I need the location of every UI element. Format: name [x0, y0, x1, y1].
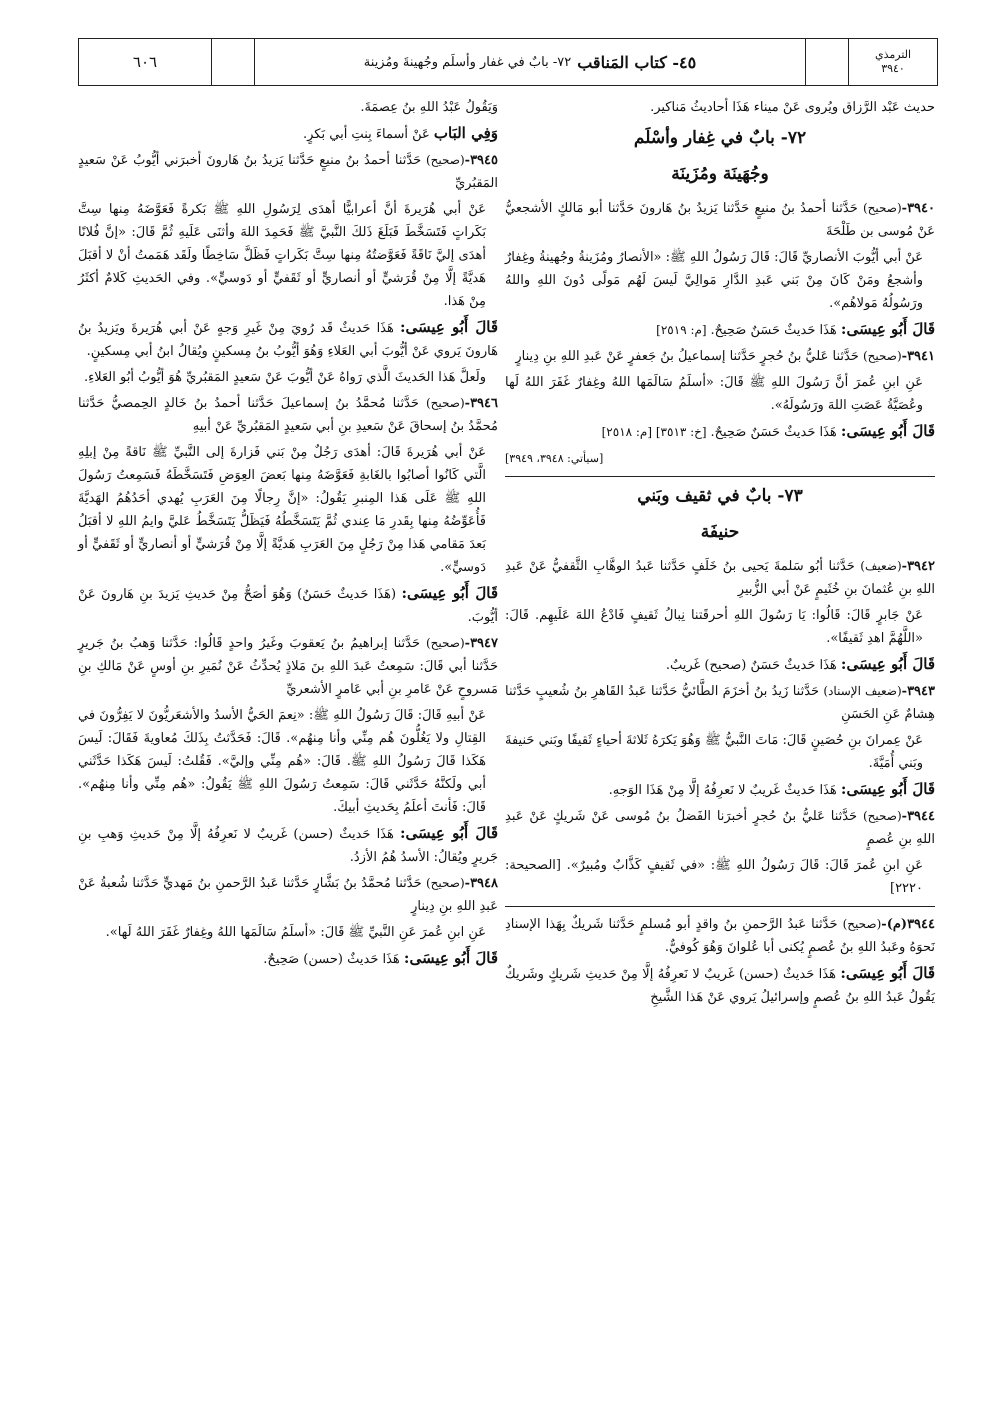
hadith-dash: -	[464, 636, 471, 651]
chapter-heading: وجُهَينَة ومُزَينَة	[671, 164, 769, 184]
comment-label: قَالَ أَبُو عِيسَى:	[840, 780, 935, 798]
hadith-text: وَيَقُولُ عَبْدُ اللهِ بنُ عِصمَةَ.	[360, 100, 498, 115]
hadith-number: ٣٩٤٧	[470, 636, 498, 651]
hadith-isnad: حَدَّثنا أحمدُ بنُ منيعٍ حَدَّثنا يَزيدُ بنُ هَارونَ حَدَّثنا أبو مَالكٍ الأشجعيُّ عَنْ مُوسى بن طَلْحَةَ	[505, 201, 935, 239]
page-number: ٦٠٦	[132, 53, 158, 71]
comment-text: (هَذَا حَديثٌ حَسَنٌ) وَهُوَ أصَحُّ مِنْ حَديثِ يَزيدَ بنِ هَارونَ عَنْ أيُّوبَ.	[78, 587, 498, 625]
comment-text: هَذَا حَديثٌ (حسن) غَريبٌ لا نَعرِفُهُ إلَّا مِنْ حَديثِ وَهبِ بنِ جَريرٍ ويُقالُ: الأسدُ هُمُ الأزدُ.	[78, 827, 498, 865]
hadith-text: عَنْ أبي أيُّوبَ الأنصاريِّ قَالَ: قَالَ رَسُولُ اللهِ ﷺ: «الأنصارُ ومُزَينةُ وجُهينةُ وغِفارٌ وأشجعُ ومَنْ كَانَ مِنْ بَني عَبدِ الدَّارِ مَوالِيَّ لَيسَ لَهُم مَولًى دُونَ اللهِ واللهُ ورَسُولُهُ مَولاهُم».	[505, 250, 923, 311]
comment-text: هَذَا حَديثٌ حَسَنٌ (صحيح) غَريبٌ.	[665, 658, 841, 673]
hadith-entry	[505, 680, 935, 726]
hadith-dash: -	[464, 876, 471, 891]
comment-label: قَالَ أَبُو عِيسَى:	[399, 824, 498, 842]
hadith-entry	[505, 555, 935, 601]
hadith-text: عَنْ أبيهِ قَالَ: قَالَ رَسُولُ اللهِ ﷺ: «نِعمَ الحَيُّ الأسدُ والأشعَريُّونَ لا يَفِرُّونَ في القِتالِ ولا يَغُلُّونَ هُم مِنِّي وأنا مِنهُم». قَالَ: فَحَدَّثتُ بِذَلكَ مُعاويةَ فَقَالَ: لَيسَ هَكَذا قَالَ رَسُولُ اللهِ ﷺ. قَالَ: «هُم مِنِّي وإليَّ». فَقُلتُ: لَيسَ هَكَذا حَدَّثَني أبي ولَكنَّهُ حَدَّثَني قَالَ: سَمِعتُ رَسُولَ اللهِ ﷺ يَقُولُ: «هُم مِنِّي وأنا مِنهُم». قَالَ: فَأنتَ أعلَمُ بِحَديثِ أبيكَ.	[78, 708, 486, 815]
hadith-entry	[505, 345, 935, 368]
header-spacer	[805, 39, 848, 85]
comment-label: قَالَ أَبُو عِيسَى:	[840, 964, 935, 982]
hadith-text: حديث عَبْد الرَّزاق ويُروى عَنْ ميناء هَذَا أحاديثُ مَناكير.	[650, 100, 935, 115]
hadith-entry	[78, 872, 498, 918]
comment-label: قَالَ أَبُو عِيسَى:	[399, 318, 498, 336]
hadith-entry	[505, 197, 935, 243]
tirmidhi-comment	[505, 420, 935, 444]
header-title	[254, 39, 805, 85]
comment-text: هَذَا حَديثٌ قَد رُويَ مِنْ غَيرِ وَجهٍ عَنْ أبي هُرَيرةَ ويَزيدُ بنُ هَارونَ يَروي عَنْ أيُّوبَ أبي العَلاءِ وَهُوَ أيُّوبُ بنُ مِسكينٍ ويُقالُ ابنُ أبي مِسكينٍ.	[78, 321, 498, 359]
hadith-grade: (صحيح)	[425, 636, 465, 650]
header-book-name: الترمذي	[874, 48, 912, 61]
hadith-grade: (صحيح)	[425, 396, 465, 410]
header-book-title: ٤٥- كتاب المَناقب	[577, 52, 697, 72]
divider	[505, 476, 935, 477]
hadith-text: ولَعلَّ هَذا الحَديثَ الَّذي رَواهُ عَنْ أيُّوبَ عَنْ سَعيدٍ المَقبُريِّ هُوَ أيُّوبُ أبُو العَلاءِ.	[84, 370, 486, 385]
tirmidhi-comment	[78, 947, 498, 971]
hadith-number: ٣٩٤٤(م)	[886, 917, 935, 932]
hadith-number: ٣٩٤٣	[907, 684, 935, 699]
hadith-dash: -	[901, 349, 908, 364]
hadith-number: ٣٩٤٠	[907, 201, 935, 216]
tirmidhi-comment	[505, 318, 935, 342]
hadith-number: ٣٩٤٢	[907, 559, 935, 574]
source-reference: [م: ٢٥١٩]	[656, 323, 711, 337]
hadith-isnad: حَدَّثنا زَيدُ بنُ أخزَمَ الطَّائيُّ حَدَّثنا عَبدُ القَاهرِ بنُ شُعيبٍ حَدَّثنا هِشامٌ عَنِ الحَسَنِ	[505, 684, 935, 722]
header-hadith-range: ٣٩٤٠	[881, 62, 905, 75]
hadith-isnad: حَدَّثنا عَليُّ بنُ حُجرٍ حَدَّثنا إسماعيلُ بنُ جَعفرٍ عَنْ عَبدِ اللهِ بنِ دِينارٍ	[515, 349, 863, 364]
right-column	[505, 96, 935, 1012]
tirmidhi-comment	[505, 653, 935, 677]
hadith-entry	[78, 149, 498, 195]
hadith-grade: (صحيح)	[862, 201, 902, 215]
comment-label: قَالَ أَبُو عِيسَى:	[401, 584, 498, 602]
tirmidhi-comment	[78, 822, 498, 869]
hadith-number: ٣٩٤٤	[907, 809, 935, 824]
hadith-text: عَنْ جَابرٍ قَالَ: قَالُوا: يَا رَسُولَ اللهِ أحرقَتنا نِبالُ ثَقيفٍ فَادْعُ اللهَ عَلَيهِم. قَالَ: «اللَّهُمَّ اهدِ ثَقيفًا».	[505, 608, 923, 646]
tirmidhi-comment	[78, 122, 498, 146]
comment-label: قَالَ أَبُو عِيسَى:	[840, 320, 935, 338]
header-book-box	[848, 39, 937, 85]
hadith-dash: -	[901, 201, 908, 216]
comment-text: هَذَا حَديثٌ غَريبٌ لا نَعرِفُهُ إلَّا مِنْ هَذَا الوَجهِ.	[608, 783, 841, 798]
hadith-text: عَنْ عِمرانَ بنِ حُصَينٍ قَالَ: مَاتَ النَّبيُّ ﷺ وَهُوَ يَكرَهُ ثَلاثةَ أحياءٍ ثَقيفًا وبَني حَنيفةَ وبَني أُمَيَّةَ.	[505, 733, 923, 771]
cross-reference-note: [سيأتي: ٣٩٤٨، ٣٩٤٩]	[505, 452, 604, 465]
divider	[505, 906, 935, 907]
left-column	[78, 96, 498, 974]
hadith-grade: (ضعيف الإسناد)	[823, 684, 902, 698]
hadith-grade: (صحيح)	[862, 809, 902, 823]
comment-label: قَالَ أَبُو عِيسَى:	[403, 949, 498, 967]
hadith-dash: -	[881, 917, 887, 932]
source-reference: [خ: ٣٥١٣] [م: ٢٥١٨]	[601, 425, 711, 439]
hadith-isnad: حَدَّثنا مُحمَّدُ بنُ إسماعيلَ حَدَّثنا أحمدُ بنُ خَالدٍ الحِمصيُّ حَدَّثنا مُحمَّدُ بنُ إسحاقَ عَنْ سَعيدِ بنِ أبي سَعيدٍ المَقبُريِّ عَنْ أبيهِ	[78, 396, 498, 434]
hadith-text: عَنِ ابنِ عُمرَ قَالَ: قَالَ رَسُولُ اللهِ ﷺ: «في ثَقيفٍ كَذَّابٌ ومُبيرٌ». [الصحيحة: ٢٢٢٠]	[505, 858, 923, 896]
tirmidhi-comment	[78, 582, 498, 629]
hadith-grade: (صحيح)	[425, 876, 465, 890]
hadith-isnad: حَدَّثنا مُحمَّدُ بنُ بَشَّارٍ حَدَّثنا عَبدُ الرَّحمنِ بنُ مَهديٍّ حَدَّثنا شُعبةُ عَنْ عَبدِ اللهِ بنِ دِينارٍ	[78, 876, 498, 914]
comment-label: قَالَ أَبُو عِيسَى:	[840, 655, 935, 673]
hadith-entry	[78, 632, 498, 701]
hadith-grade: (ضعيف)	[860, 559, 902, 573]
chapter-heading: ٧٢- بابٌ في غِفار وأسْلَم	[633, 128, 807, 148]
hadith-entry	[78, 392, 498, 438]
tirmidhi-comment	[505, 778, 935, 802]
hadith-isnad: حَدَّثنا عَبدُ الرَّحمنِ بنُ واقدٍ أبو مُسلمٍ حَدَّثنا شَريكٌ بِهَذا الإسنادِ نَحوَهُ وعَبدُ اللهِ بنُ عُصمٍ يُكنى أبا عُلوانَ وَهُوَ كُوفيٌّ.	[505, 917, 935, 955]
hadith-grade: (صحيح)	[425, 153, 465, 167]
hadith-text: عَنِ ابنِ عُمرَ عَنِ النَّبيِّ ﷺ قَالَ: «أسلَمُ سَالَمَها اللهُ وغِفارٌ غَفَرَ اللهُ لَها».	[105, 925, 486, 940]
header-chapter-title: ٧٢- بابٌ في غفار وأسلَم وجُهينةَ ومُزينة	[363, 54, 572, 70]
comment-label: وَفِي البَاب	[433, 124, 498, 142]
comment-label: قَالَ أَبُو عِيسَى:	[840, 422, 935, 440]
hadith-number: ٣٩٤٨	[470, 876, 498, 891]
tirmidhi-comment	[78, 316, 498, 363]
hadith-dash: -	[464, 396, 471, 411]
chapter-heading: ٧٣- بابٌ في ثقيف وبَني	[637, 486, 803, 506]
tirmidhi-comment	[505, 962, 935, 1009]
comment-text: هَذَا حَديثٌ حَسَنٌ صَحِيحٌ.	[710, 323, 841, 338]
running-header	[78, 38, 938, 86]
hadith-dash: -	[901, 684, 908, 699]
hadith-dash: -	[464, 153, 471, 168]
hadith-isnad: حَدَّثنا أبُو سَلمةَ يَحيى بنُ خَلَفٍ حَدَّثنا عَبدُ الوهَّابِ الثَّقفيُّ عَنْ عَبدِ اللهِ بنِ عُثمانَ بنِ خُثَيمٍ عَنْ أبي الزُّبيرِ	[505, 559, 935, 597]
hadith-number: ٣٩٤٥	[470, 153, 498, 168]
comment-text: هَذَا حَديثٌ حَسَنٌ صَحِيحٌ.	[710, 425, 841, 440]
hadith-entry	[505, 913, 935, 959]
hadith-text: عَنِ ابنِ عُمرَ أنَّ رَسُولَ اللهِ ﷺ قَالَ: «أسلَمُ سَالَمَها اللهُ وغِفارٌ غَفَرَ اللهُ لَها وعُصَيَّةُ عَصَتِ اللهَ ورَسُولَهُ».	[505, 375, 923, 413]
hadith-isnad: حَدَّثنا إبراهيمُ بنُ يَعقوبَ وغَيرُ واحدٍ قَالُوا: حَدَّثنا وَهبُ بنُ جَريرٍ حَدَّثنا أبي قَالَ: سَمِعتُ عَبدَ اللهِ بنَ مَلاذٍ يُحدِّثُ عَنْ نُمَيرِ بنِ أوسٍ عَنْ مَالكِ بنِ مَسروحٍ عَنْ عَامرِ بنِ أبي عَامرٍ الأشعريِّ	[78, 636, 498, 697]
hadith-isnad: حَدَّثنا أحمدُ بنُ منيعٍ حَدَّثنا يَزيدُ بنُ هَارونَ أخبرَني أيُّوبُ عَنْ سَعيدٍ المَقبُريِّ	[78, 153, 498, 191]
hadith-grade: (صحيح)	[842, 917, 882, 931]
hadith-dash: -	[901, 559, 908, 574]
comment-text: هَذَا حَديثٌ (حسن) غَريبٌ لا نَعرِفُهُ إلَّا مِنْ حَديثِ شَريكٍ وشَريكٌ يَقُولُ عَبدُ اللهِ بنُ عُصمٍ وإسرائيلُ يَروي عَنْ هَذا الشَّيخِ	[505, 967, 935, 1005]
hadith-number: ٣٩٤١	[907, 349, 935, 364]
hadith-grade: (صحيح)	[862, 349, 902, 363]
hadith-isnad: حَدَّثنا عَليُّ بنُ حُجرٍ أخبرَنا الفَضلُ بنُ مُوسى عَنْ شَريكٍ عَنْ عَبدِ اللهِ بنِ عُصمٍ	[505, 809, 935, 847]
hadith-dash: -	[901, 809, 908, 824]
chapter-heading: حنيفَة	[700, 522, 740, 542]
hadith-number: ٣٩٤٦	[470, 396, 498, 411]
hadith-entry	[505, 805, 935, 851]
comment-text: هَذَا حَديثٌ (حسن) صَحِيحٌ.	[263, 952, 404, 967]
comment-text: عَنْ أسماءَ بِنتِ أبي بَكرٍ.	[303, 127, 434, 142]
header-spacer	[211, 39, 254, 85]
hadith-text: عَنْ أبي هُرَيرةَ أنَّ أعرابيًّا أهدَى لِرَسُولِ اللهِ ﷺ بَكرةً فَعَوَّضَهُ مِنها سِتَّ بَكَراتٍ فَتَسَخَّطَ فَبَلَغَ ذَلكَ النَّبيَّ ﷺ فَحَمِدَ اللهَ وأثنَى عَلَيهِ ثُمَّ قَالَ: «إنَّ فُلانًا أهدَى إليَّ نَاقَةً فَعَوَّضتُهُ مِنها سِتَّ بَكَراتٍ فَظَلَّ سَاخِطًا ولَقَد هَمَمتُ أنْ لا أقبَلَ هَديَّةً إلَّا مِنْ قُرَشيٍّ أو أنصاريٍّ أو ثَقَفيٍّ أو دَوسيٍّ». وفي الحَديثِ كَلامٌ أكثَرُ مِنْ هَذا.	[78, 202, 486, 309]
hadith-text: عَنْ أبي هُرَيرةَ قَالَ: أهدَى رَجُلٌ مِنْ بَني فَزارةَ إلى النَّبيِّ ﷺ نَاقةً مِنْ إبلِهِ الَّتي كَانُوا أصابُوا بالغَابةِ فَعَوَّضَهُ مِنها بَعضَ العِوَضِ فَتَسَخَّطَهُ فَسَمِعتُ رَسُولَ اللهِ ﷺ عَلَى هَذا المِنبرِ يَقُولُ: «إنَّ رِجالًا مِنَ العَرَبِ يُهدي أحَدُهُمُ الهَديَّةَ فَأُعَوِّضُهُ مِنها بِقَدرِ مَا عِندي ثُمَّ يَتَسَخَّطُهُ فَيَظَلُّ يَتَسَخَّطُ عَليَّ وايمُ اللهِ لا أقبَلُ بَعدَ مَقامي هَذا مِنْ رَجُلٍ مِنَ العَرَبِ هَديَّةً إلَّا مِنْ قُرَشيٍّ أو أنصاريٍّ أو ثَقَفيٍّ أو دَوسيٍّ».	[78, 445, 486, 575]
